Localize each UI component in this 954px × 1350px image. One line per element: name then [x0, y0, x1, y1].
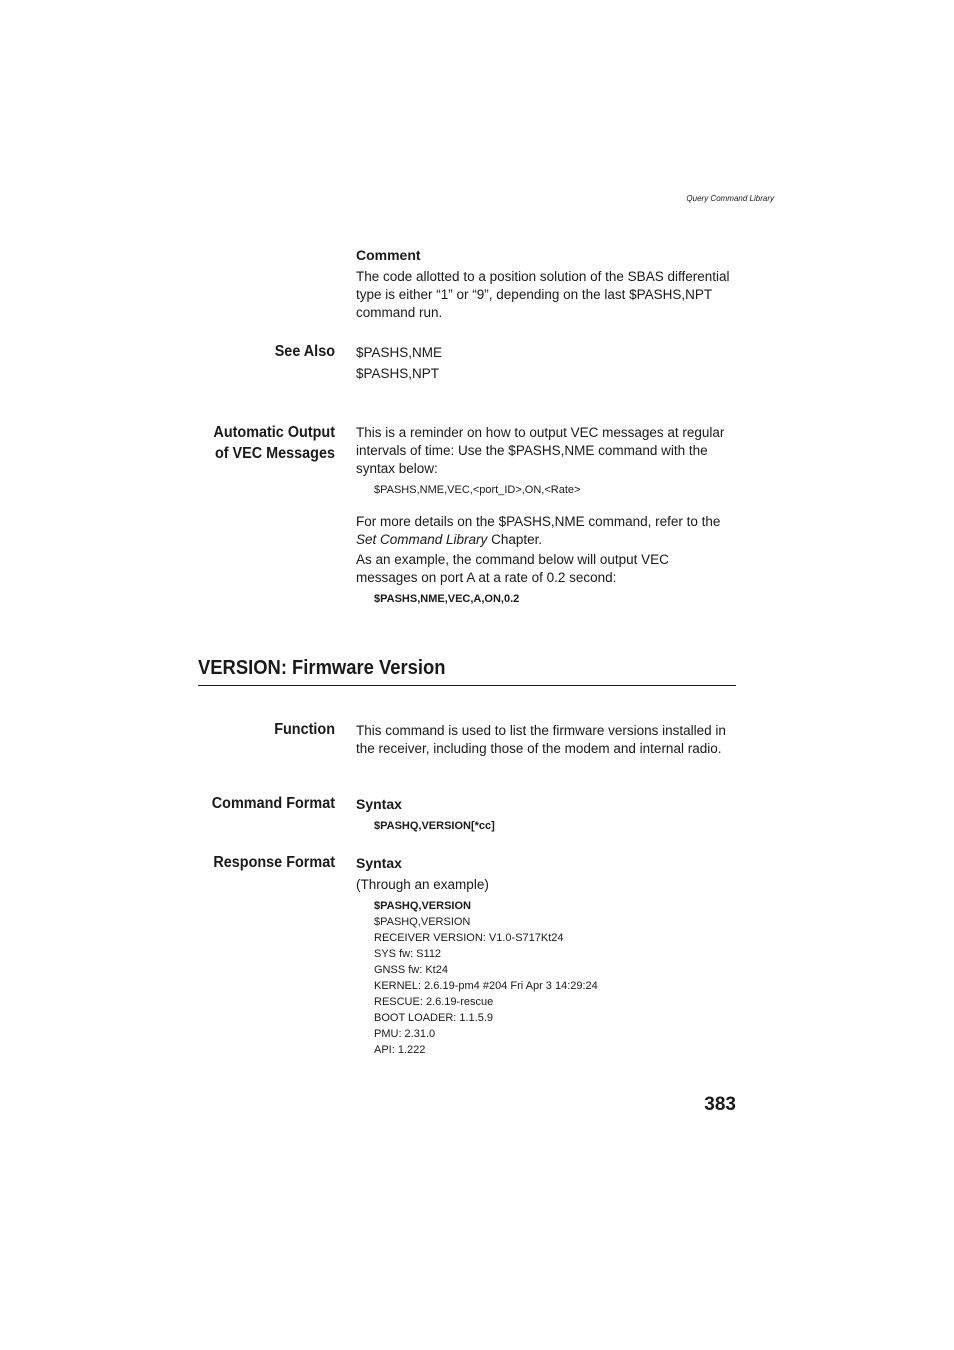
response-line: RECEIVER VERSION: V1.0-S717Kt24	[374, 932, 564, 944]
auto-output-syntax: $PASHS,NME,VEC,<port_ID>,ON,<Rate>	[374, 484, 581, 496]
response-format-note: (Through an example)	[356, 877, 489, 892]
details-text-pre: For more details on the $PASHS,NME command, refer to the	[356, 514, 721, 529]
comment-heading: Comment	[356, 247, 421, 263]
command-format-subheading: Syntax	[356, 796, 402, 812]
command-format-syntax: $PASHQ,VERSION[*cc]	[374, 820, 495, 832]
response-format-subheading: Syntax	[356, 855, 402, 871]
response-line: KERNEL: 2.6.19-pm4 #204 Fri Apr 3 14:29:24	[374, 980, 598, 992]
response-line: BOOT LOADER: 1.1.5.9	[374, 1012, 494, 1024]
response-line: $PASHQ,VERSION	[374, 916, 471, 928]
function-heading: Function	[274, 721, 335, 738]
see-also-list	[356, 344, 738, 383]
running-header: Query Command Library	[686, 194, 774, 203]
response-line: GNSS fw: Kt24	[374, 964, 448, 976]
response-example	[374, 898, 754, 1058]
details-text-italic: Set Command Library	[356, 532, 488, 547]
section-rule	[198, 685, 736, 686]
auto-output-example-intro: As an example, the command below will output VEC messages on port A at a rate of 0.2 second:	[356, 552, 669, 585]
auto-output-example: $PASHS,NME,VEC,A,ON,0.2	[374, 593, 520, 605]
see-also-item: $PASHS,NPT	[356, 366, 440, 381]
response-line: PMU: 2.31.0	[374, 1028, 436, 1040]
see-also-item: $PASHS,NME	[356, 345, 443, 360]
auto-output-details	[356, 513, 736, 549]
auto-output-heading-line2: of VEC Messages	[214, 445, 335, 462]
response-format-heading: Response Format	[213, 854, 335, 871]
page-number: 383	[704, 1094, 736, 1115]
auto-output-heading-line1: Automatic Output	[213, 424, 335, 441]
auto-output-intro: This is a reminder on how to output VEC messages at regular intervals of time: Use the $PASHS,NME command with the syntax below:	[356, 425, 725, 476]
response-command: $PASHQ,VERSION	[374, 900, 471, 912]
section-title: VERSION: Firmware Version	[198, 657, 446, 679]
response-line: API: 1.222	[374, 1044, 426, 1056]
see-also-heading: See Also	[274, 343, 335, 360]
function-text: This command is used to list the firmware versions installed in the receiver, including those of the modem and internal radio.	[356, 723, 726, 756]
response-line: RESCUE: 2.6.19-rescue	[374, 996, 494, 1008]
details-text-post: Chapter.	[487, 532, 543, 547]
auto-output-heading	[169, 422, 336, 464]
comment-text	[356, 268, 736, 322]
command-format-heading: Command Format	[211, 795, 335, 812]
comment-paragraph: The code allotted to a position solution of the SBAS differential type is either “1” or “9”, depending on the last $PASHS,NPT command run.	[356, 269, 730, 320]
response-line: SYS fw: S112	[374, 948, 442, 960]
